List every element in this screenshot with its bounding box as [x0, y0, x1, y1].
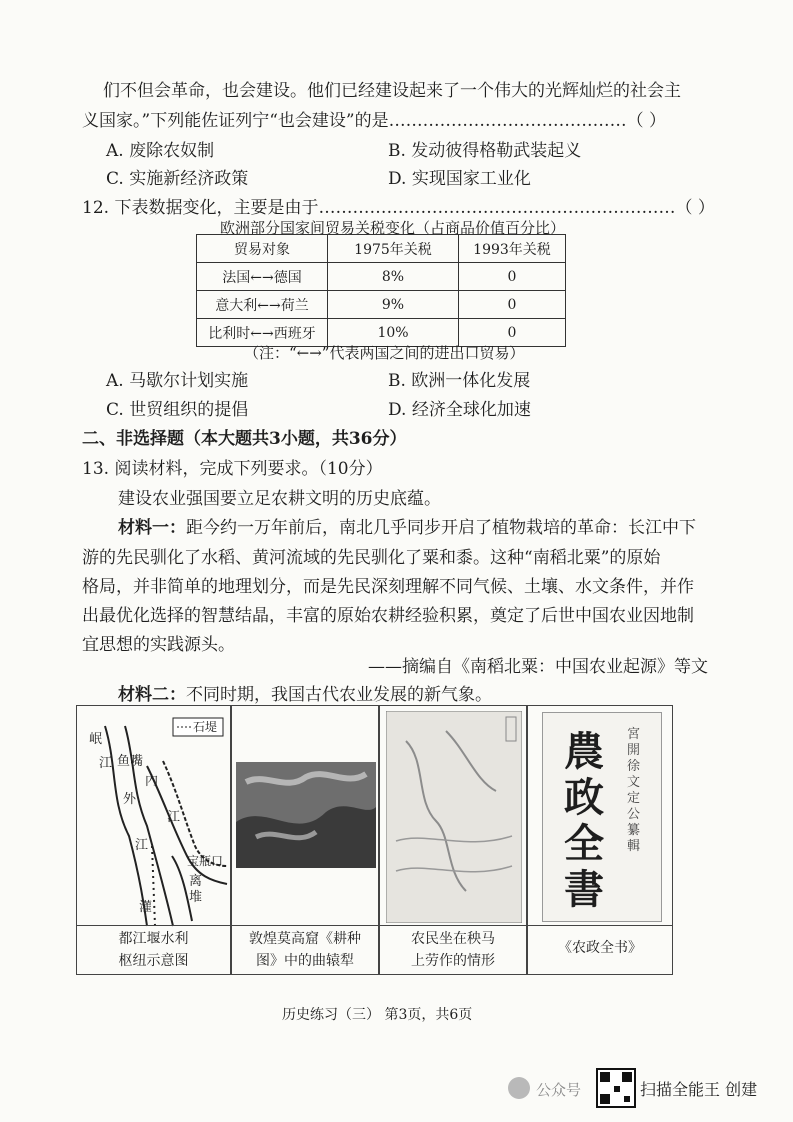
table-cell: 10%: [328, 319, 459, 347]
material1-first-line: [118, 513, 696, 538]
q12-option-c: C. 世贸组织的提倡: [106, 400, 249, 420]
tariff-table: [196, 234, 566, 347]
caption-line: 农民坐在秧马: [411, 931, 495, 947]
caption-line: 《农政全书》: [558, 940, 642, 956]
caption-line: 图》中的曲辕犁: [256, 953, 354, 969]
mural-image: [236, 762, 376, 868]
figure-dujiangyan: [76, 705, 231, 975]
book-title-char: 政: [564, 774, 604, 821]
table-cell: 法国←→德国: [197, 263, 328, 291]
q11-option-d: D. 实现国家工业化: [388, 169, 531, 189]
table-header: 1993年关税: [459, 235, 566, 263]
q12-table-note: （注：“←→”代表两国之间的进出口贸易）: [244, 344, 525, 362]
table-header: 贸易对象: [197, 235, 328, 263]
map-label: 灌: [139, 900, 153, 915]
q11-stem-line1: 们不但会革命，也会建设。他们已经建设起来了一个伟大的光辉灿烂的社会主: [103, 81, 681, 101]
q12-option-a: A. 马歇尔计划实施: [106, 371, 249, 391]
table-cell: 8%: [328, 263, 459, 291]
material2-label: 材料二：: [118, 685, 186, 705]
material2-line: [118, 680, 492, 705]
q12-stem: 12. 下表数据变化，主要是由于………………………………………………………（ ）: [82, 198, 715, 218]
caption-line: 都江堰水利: [118, 931, 189, 947]
q13-intro: 建设农业强国要立足农耕文明的历史底蕴。: [118, 489, 441, 509]
book-side-text: 宮開徐文定公纂輯: [627, 727, 641, 854]
figure-caption: [380, 925, 526, 974]
table-cell: 意大利←→荷兰: [197, 291, 328, 319]
material2-text: 不同时期，我国古代农业发展的新气象。: [186, 685, 492, 705]
table-row: [197, 291, 566, 319]
caption-line: 上劳作的情形: [411, 953, 495, 969]
woodblock-image: [386, 711, 522, 923]
table-header: 1975年关税: [328, 235, 459, 263]
q13-stem: 13. 阅读材料，完成下列要求。（10分）: [82, 459, 383, 479]
figure-yangma: [379, 705, 527, 975]
material1-source: ——摘编自《南稻北粟：中国农业起源》等文: [368, 657, 708, 677]
q11-stem-line2: 义国家。”下列能佐证列宁“也会建设”的是……………………………………（ ）: [82, 111, 666, 131]
figure-caption: [528, 925, 672, 974]
map-label: 江: [135, 838, 149, 853]
material1-label: 材料一：: [118, 518, 186, 538]
q12-option-d: D. 经济全球化加速: [388, 400, 531, 420]
material1-text: 距今约一万年前后，南北几乎同步开启了植物栽培的革命：长江中下: [186, 518, 696, 538]
figure-mural: [231, 705, 379, 975]
book-title: [561, 729, 607, 913]
qr-code-icon: [596, 1068, 636, 1108]
material1-line: 宜思想的实践源头。: [82, 635, 235, 655]
figure-caption: [232, 925, 378, 974]
book-title-char: 農: [564, 728, 604, 775]
map-label: 江: [167, 810, 181, 825]
book-cover: [542, 712, 662, 922]
caption-line: 敦煌莫高窟《耕种: [249, 931, 361, 947]
map-label: 宝瓶口: [187, 854, 224, 868]
table-cell: 比利时←→西班牙: [197, 319, 328, 347]
q11-option-b: B. 发动彼得格勒武装起义: [388, 141, 582, 161]
table-cell: 9%: [328, 291, 459, 319]
table-cell: 0: [459, 319, 566, 347]
watermark-right: 扫描全能王 创建: [640, 1080, 758, 1099]
map-label: 江: [99, 756, 113, 771]
q12-table-title: 欧洲部分国家间贸易关税变化（占商品价值百分比）: [220, 219, 566, 237]
table-cell: 0: [459, 291, 566, 319]
table-cell: 0: [459, 263, 566, 291]
map-label: 岷: [89, 732, 103, 747]
section-heading: 二、非选择题（本大题共3小题，共36分）: [82, 429, 407, 449]
caption-line: 枢纽示意图: [118, 953, 189, 969]
map-label: 堆: [189, 890, 203, 905]
table-row: [197, 263, 566, 291]
q11-option-a: A. 废除农奴制: [106, 141, 215, 161]
book-title-char: 全: [564, 820, 604, 867]
book-title-char: 書: [564, 866, 604, 913]
q11-option-c: C. 实施新经济政策: [106, 169, 249, 189]
map-label: 外: [123, 792, 137, 807]
map-label: 离: [189, 874, 203, 889]
map-label: 鱼嘴: [117, 754, 144, 769]
figure-caption: [77, 925, 230, 974]
map-legend-label: 石堤: [193, 720, 218, 734]
table-header-row: [197, 235, 566, 263]
q12-option-b: B. 欧洲一体化发展: [388, 371, 531, 391]
material1-line: 出最优化选择的智慧结晶，丰富的原始农耕经验积累，奠定了后世中国农业因地制: [82, 606, 694, 626]
watermark-left: 公众号: [536, 1081, 582, 1099]
material1-line: 游的先民驯化了水稻、黄河流域的先民驯化了粟和黍。这种“南稻北粟”的原始: [82, 548, 661, 568]
map-label: 内: [145, 774, 159, 789]
page-footer: 历史练习（三） 第3页，共6页: [282, 1007, 473, 1023]
wechat-icon: [508, 1077, 530, 1099]
figure-nongzheng: [527, 705, 673, 975]
material1-line: 格局，并非简单的地理划分，而是先民深刻理解不同气候、土壤、水文条件，并作: [82, 577, 694, 597]
